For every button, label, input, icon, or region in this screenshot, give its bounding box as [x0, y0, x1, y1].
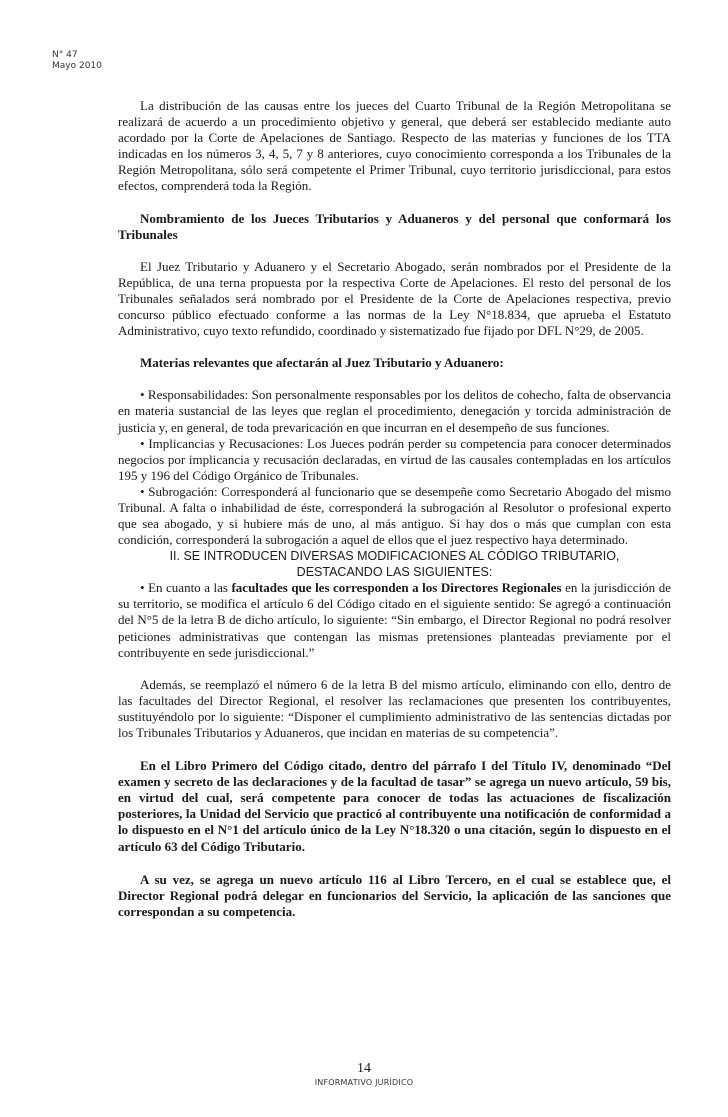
section-heading-line-1: II. SE INTRODUCEN DIVERSAS MODIFICACIONES AL CÓDIGO TRIBUTARIO,: [169, 549, 620, 564]
issue-number: N° 47: [52, 50, 78, 60]
publication-name: INFORMATIVO JURÍDICO: [314, 1078, 414, 1087]
bullet-implicancias: • Implicancias y Recusaciones: Los Jueces podrán perder su competencia para conocer determinados negocios por implicancia y recusación declaradas, en virtud de las causales contempladas en los artículos 195 y 196 del Código Orgánico de Tribunales.: [118, 435, 671, 483]
bullet-responsabilidades: • Responsabilidades: Son personalmente responsables por los delitos de cohecho, falta de observancia en materia sustancial de las leyes que reglan el procedimiento, denegación y torcida administración de justicia y, en general, de toda prevaricación en que incurran en el desempeño de sus funciones.: [118, 387, 671, 435]
heading-nombramiento: Nombramiento de los Jueces Tributarios y Aduaneros y del personal que conformará los Tribunales: [118, 210, 671, 242]
bullet-subrogacion: • Subrogación: Corresponderá al funcionario que se desempeñe como Secretario Abogado del mismo Tribunal. A falta o inhabilidad de éste, corresponderá la subrogación al Resolutor o profesional experto que sea abogado, y si hubiere más de uno, al más antiguo. Si hay dos o más que cumplan con esta condición, corresponderá la subrogación a aquel de ellos que el juez respectivo haya determinado.: [118, 483, 671, 548]
paragraph-articulo-116: A su vez, se agrega un nuevo artículo 116 al Libro Tercero, en el cual se establece que, el Director Regional podrá delegar en funcionarios del Servicio, la aplicación de las sanciones que correspondan a su competencia.: [118, 871, 671, 919]
heading-materias: Materias relevantes que afectarán al Juez Tributario y Aduanero:: [140, 355, 504, 371]
facultades-prefix: • En cuanto a las: [140, 580, 232, 596]
paragraph-nombramiento: El Juez Tributario y Aduanero y el Secretario Abogado, serán nombrados por el Presidente de la República, de una terna propuesta por la respectiva Corte de Apelaciones. El resto del personal de los Tribunales señalados será nombrado por el Presidente de la Corte de Apelaciones respectiva, previo concurso público efectuado conforme a las normas de la Ley N°18.834, que aprueba el Estatuto Administrativo, cuyo texto refundido, coordinado y sistematizado fue fijado por DFL N°29, de 2005.: [118, 258, 671, 339]
issue-date: Mayo 2010: [52, 61, 102, 71]
section-heading: [118, 548, 671, 580]
bullet-facultades: [118, 580, 671, 660]
facultades-rest: en la jurisdicción de su territorio, se modifica el artículo 6 del Código citado en el siguiente sentido: Se agregó a continuación del N°5 de la letra B de dicho artículo, lo siguiente: “Sin embargo, el Director Regional no podrá resolver peticiones administrativas que contengan las mismas pretensiones planteadas previamente por el contribuyente en sede jurisdiccional.”: [118, 580, 671, 660]
issue-info: [52, 50, 102, 72]
paragraph-distribucion: La distribución de las causas entre los jueces del Cuarto Tribunal de la Región Metropolitana se realizará de acuerdo a un procedimiento objetivo y general, que deberá ser establecido mediante auto acordado por la Corte de Apelaciones de Santiago. Respecto de las materias y funciones de los TTA indicadas en los números 3, 4, 5, 7 y 8 anteriores, cuyo conocimiento corresponda a los Tribunales de la Región Metropolitana, sólo será competente el Primer Tribunal, cuyo territorio jurisdiccional, para estos efectos, comprenderá toda la Región.: [118, 98, 671, 194]
paragraph-libro-primero: En el Libro Primero del Código citado, dentro del párrafo I del Título IV, denominado “Del examen y secreto de las declaraciones y de la facultad de tasar” se agrega un nuevo artículo, 59 bis, en virtud del cual, será competente para conocer de todas las actuaciones de fiscalización posteriores, la Unidad del Servicio que practicó al contribuyente una notificación de conformidad a lo dispuesto en el N°1 del artículo único de la Ley N°18.320 o una citación, según lo dispuesto en el artículo 63 del Código Tributario.: [118, 758, 671, 854]
facultades-bold: facultades que les corresponden a los Directores Regionales: [231, 580, 562, 596]
paragraph-ademas: Además, se reemplazó el número 6 de la letra B del mismo artículo, eliminando con ello, dentro de las facultades del Director Regional, el resolver las reclamaciones que presenten los contribuyentes, sustituyéndolo por lo siguiente: “Disponer el cumplimiento administrativo de las sentencias dictadas por los Tribunales Tributarios y Aduaneros, que incidan en materias de su competencia”.: [118, 676, 671, 740]
article-body: [118, 98, 671, 920]
page-number: 14: [357, 1061, 371, 1076]
section-heading-line-2: DESTACANDO LAS SIGUIENTES:: [296, 565, 493, 580]
